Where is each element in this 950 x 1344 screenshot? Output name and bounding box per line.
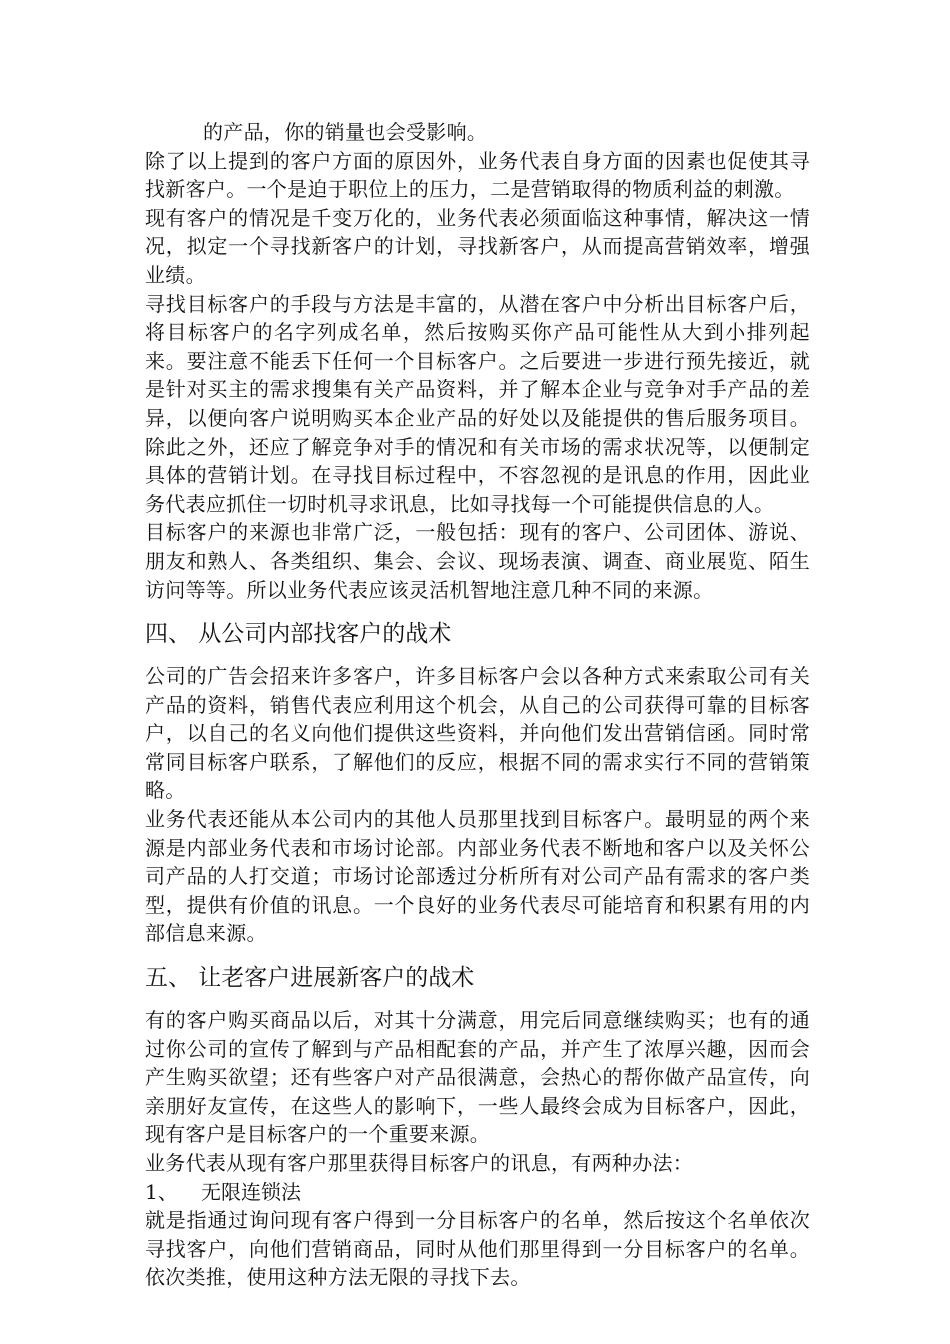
paragraph-endless-chain-desc: 就是指通过询问现有客户得到一分目标客户的名单，然后按这个名单依次寻找客户，向他们营销商品，同时从他们那里得到一分目标客户的名单。依次类推，使用这种方法无限的寻找下去。 [145,1208,810,1290]
paragraph-existing-customers: 有的客户购买商品以后，对其十分满意，用完后同意继续购买；也有的通过你公司的宣传了解到与产品相配套的产品，并产生了浓厚兴趣，因而会产生购买欲望；还有些客户对产品很满意，会热心的帮你做产品宣传，向亲朋好友宣传，在这些人的影响下，一些人最终会成为目标客户，因此，现有客户是目标客户的一个重要来源。 [145,1008,810,1147]
list-item-text: 无限连锁法 [201,1179,301,1204]
document-page [145,118,810,1292]
list-item-number: 1、 [145,1179,178,1204]
paragraph-salesperson-factors: 除了以上提到的客户方面的原因外，业务代表自身方面的因素也促使其寻找新客户。一个是迫于职位上的压力，二是营销取得的物质利益的刺激。 [145,148,810,202]
paragraph-methods: 寻找目标客户的手段与方法是丰富的，从潜在客户中分析出目标客户后，将目标客户的名字列成名单，然后按购买你产品可能性从大到小排列起来。要注意不能丢下任何一个目标客户。之后要进一步进行预先接近，就是针对买主的需求搜集有关产品资料，并了解本企业与竞争对手产品的差异，以便向客户说明购买本企业产品的好处以及能提供的售后服务项目。除此之外，还应了解竞争对手的情况和有关市场的需求状况等，以便制定具体的营销计划。在寻找目标过程中，不容忽视的是讯息的作用，因此业务代表应抓住一切时机寻求讯息，比如寻找每一个可能提供信息的人。 [145,291,810,516]
list-item-endless-chain [145,1178,810,1207]
section-heading-5: 五、 让老客户进展新客户的战术 [145,965,475,992]
paragraph-customer-changes: 现有客户的情况是千变万化的，业务代表必须面临这种事情，解决这一情况，拟定一个寻找新客户的计划，寻找新客户，从而提高营销效率，增强业绩。 [145,205,810,287]
paragraph-continuation: 的产品，你的销量也会受影响。 [203,120,488,144]
section-heading-4: 四、 从公司内部找客户的战术 [145,621,452,648]
paragraph-internal-sources: 业务代表还能从本公司内的其他人员那里找到目标客户。最明显的两个来源是内部业务代表和市场讨论部。内部业务代表不断地和客户以及关怀公司产品的人打交道；市场讨论部透过分析所有对公司产品有需求的客户类型，提供有价值的讯息。一个良好的业务代表尽可能培育和积累有用的内部信息来源。 [145,807,810,946]
paragraph-two-methods: 业务代表从现有客户那里获得目标客户的讯息，有两种办法： [145,1151,694,1175]
paragraph-sources: 目标客户的来源也非常广泛，一般包括：现有的客户、公司团体、游说、朋友和熟人、各类组织、集会、会议、现场表演、调查、商业展览、陌生访问等等。所以业务代表应该灵活机智地注意几种不同的来源。 [145,520,810,602]
paragraph-advertising: 公司的广告会招来许多客户，许多目标客户会以各种方式来索取公司有关产品的资料，销售代表应利用这个机会，从自己的公司获得可靠的目标客户，以自己的名义向他们提供这些资料，并向他们发出营销信函。同时常常同目标客户联系，了解他们的反应，根据不同的需求实行不同的营销策略。 [145,664,810,803]
